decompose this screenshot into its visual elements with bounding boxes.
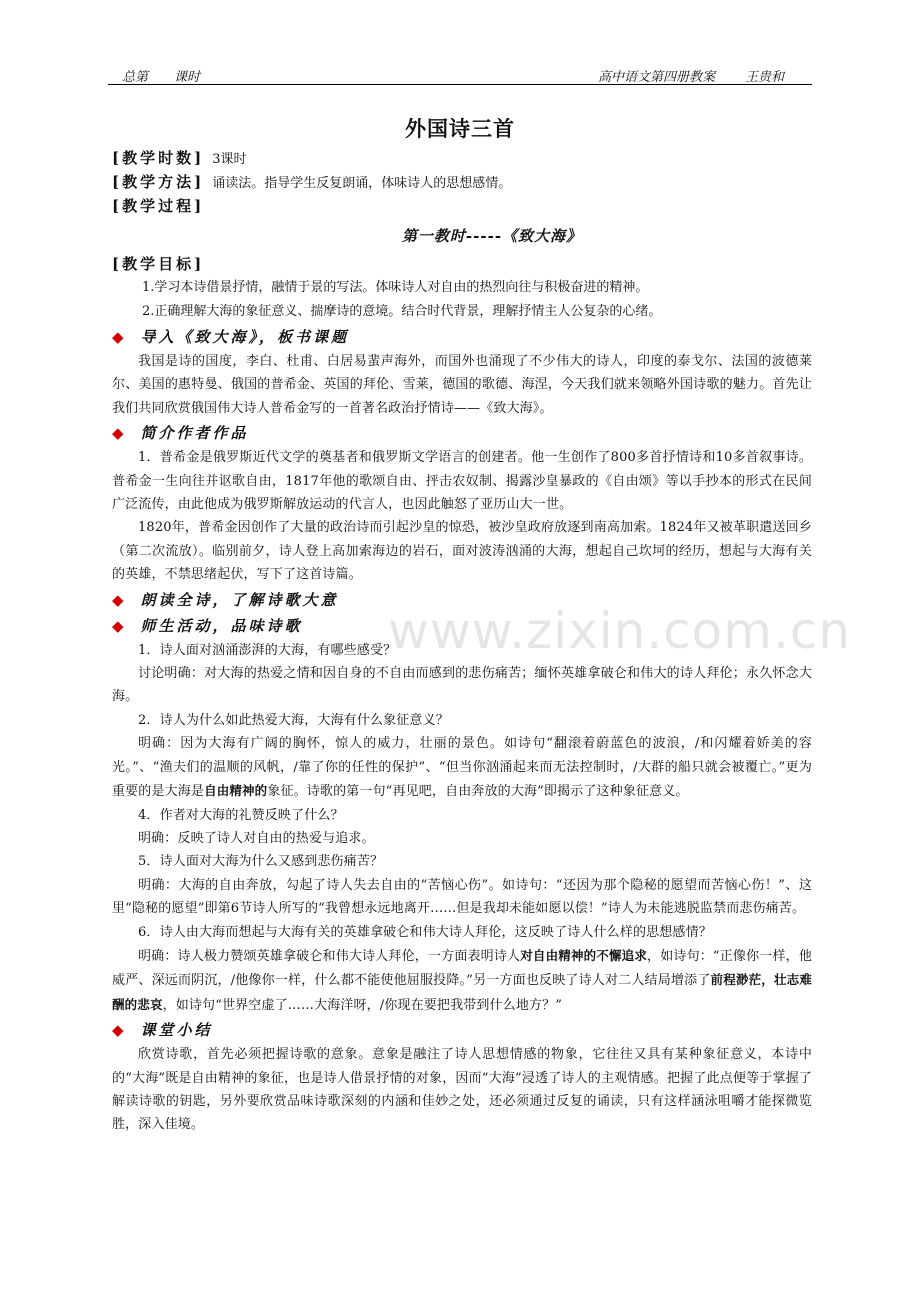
answer-6 <box>112 944 812 1017</box>
meta-process <box>112 194 812 218</box>
section-title: 师生活动，品味诗歌 <box>140 616 303 635</box>
header-right <box>568 66 784 85</box>
header-left <box>122 66 226 85</box>
goals-heading <box>112 252 812 276</box>
answer-2 <box>112 732 812 803</box>
answer-6-text: ，如诗句：“正像你一样，他威严、深远而阴沉，/他像你一样，什么都不能使他屈服投降。”另一方面也反映了诗人对二人结局增添了 <box>112 948 812 989</box>
header-total: 总第 <box>122 70 149 85</box>
goal-item: 1.学习本诗借景抒情，融情于景的写法。体味诗人对自由的热烈向往与积极奋进的精神。 <box>142 280 649 295</box>
page-title: 外国诗三首 <box>405 117 515 141</box>
question-1: 1．诗人面对汹涌澎湃的大海，有哪些感受？ <box>138 642 397 658</box>
section-heading-activity <box>112 613 812 639</box>
header-lesson: 课时 <box>174 70 201 85</box>
lesson-title: 第一教时-----《致大海》 <box>401 227 583 245</box>
answer-2-text: 明确：因为大海有广阔的胸怀，惊人的威力，壮丽的景色。如诗句“翻滚着蔚蓝色的波浪，/和闪耀着娇美的容光。”、“渔夫们的温顺的风帆，/靠了你的任性的保护”、“但当你汹涌起来而无法控制时，/大群的船只就会被覆亡。”更为重要的是大海是 <box>112 736 812 800</box>
page-header <box>108 64 812 85</box>
section-heading-reading <box>112 587 812 613</box>
section-title: 简介作者作品 <box>140 424 249 443</box>
diamond-bullet-icon: ◆ <box>112 424 127 443</box>
answer-6-emphasis: 对自由精神的不懈追求 <box>520 947 648 963</box>
answer-6-text: ，如诗句“世界空虚了……大海洋呀，/你现在要把我带到什么地方？” <box>162 997 563 1013</box>
meta-method-label: [教学方法] <box>112 173 205 191</box>
question-2: 2．诗人为什么如此热爱大海，大海有什么象征意义？ <box>138 712 449 728</box>
section-title: 朗读全诗，了解诗歌大意 <box>140 590 339 609</box>
section-title: 导入《致大海》，板书课题 <box>140 328 350 346</box>
paragraph-author-1: 1．普希金是俄罗斯近代文学的奠基者和俄罗斯文学语言的创建者。他一生创作了800多首抒情诗和10多首叙事诗。普希金一生向往并讴歌自由，1817年他的歌颂自由、抨击农奴制、揭露沙皇暴政的《自由颂》等以手抄本的形式在民间广泛流传，由此他成为俄罗斯解放运动的代言人，也因此触怒了亚历山大一世。 <box>112 450 812 513</box>
paragraph-intro: 我国是诗的国度，李白、杜甫、白居易蜚声海外，而国外也涌现了不少伟大的诗人，印度的泰戈尔、法国的波德莱尔、美国的惠特曼、俄国的普希金、英国的拜伦、雪莱，德国的歌德、海涅，今天我们就来领略外国诗歌的魅力。首先让我们共同欣赏俄国伟大诗人普希金写的一首著名政治抒情诗——《致大海》。 <box>112 354 812 416</box>
paragraph-author-2: 1820年，普希金因创作了大量的政治诗而引起沙皇的惊恐，被沙皇政府放逐到南高加索。1824年又被革职遣送回乡（第二次流放）。临别前夕，诗人登上高加索海边的岩石，面对波涛汹涌的大海，想起自己坎坷的经历，想起与大海有关的英雄，不禁思绪起伏，写下了这首诗篇。 <box>112 520 812 583</box>
main-content <box>112 146 812 1137</box>
goal-item: 2.正确理解大海的象征意义、揣摩诗的意境。结合时代背景，理解抒情主人公复杂的心绪。 <box>142 304 662 319</box>
watermark: www.zixin.com.cn <box>388 602 852 660</box>
header-book: 高中语文第四册教案 <box>597 70 715 85</box>
diamond-bullet-icon: ◆ <box>112 590 127 609</box>
question-4: 4．作者对大海的礼赞反映了什么？ <box>138 807 344 823</box>
question-5: 5．诗人面对大海为什么又感到悲伤痛苦？ <box>138 854 384 870</box>
section-title: 课堂小结 <box>140 1021 213 1040</box>
answer-6-text: 明确：诗人极力赞颂英雄拿破仑和伟大诗人拜伦，一方面表明诗人 <box>138 948 521 964</box>
paragraph-summary: 欣赏诗歌，首先必须把握诗歌的意象。意象是融注了诗人思想情感的物象，它往往又具有某种象征意义，本诗中的“大海”既是自由精神的象征，也是诗人借景抒情的对象，因而“大海”浸透了诗人的主观情感。把握了此点便等于掌握了解读诗歌的钥匙，另外要欣赏品味诗歌深刻的内涵和佳妙之处，还必须通过反复的诵读，只有这样涵泳咀嚼才能探微览胜，深入佳境。 <box>112 1047 812 1133</box>
diamond-bullet-icon: ◆ <box>112 616 127 635</box>
answer-5: 明确：大海的自由奔放，勾起了诗人失去自由的“苦恼心伤”。如诗句：“还因为那个隐秘的愿望而苦恼心伤！”、这里“隐秘的愿望”即第6节诗人所写的“我曾想永远地离开……但是我却未能如愿以偿！”诗人为未能逃脱监禁而悲伤痛苦。 <box>112 877 812 917</box>
meta-hours <box>112 146 812 170</box>
goals-label: [教学目标] <box>112 255 205 273</box>
answer-1: 讨论明确：对大海的热爱之情和因自身的不自由而感到的悲伤痛苦；缅怀英雄拿破仑和伟大的诗人拜伦；永久怀念大海。 <box>112 666 812 705</box>
meta-hours-value: 3课时 <box>212 152 247 167</box>
diamond-bullet-icon: ◆ <box>112 1021 127 1040</box>
question-6: 6．诗人由大海而想起与大海有关的英雄拿破仑和伟大诗人拜伦，这反映了诗人什么样的思想感情？ <box>138 924 712 940</box>
section-heading-author <box>112 420 812 446</box>
meta-process-label: [教学过程] <box>112 197 205 215</box>
answer-2-text: 象征。诗歌的第一句“再见吧，自由奔放的大海”即揭示了这种象征意义。 <box>267 784 689 800</box>
section-heading-summary <box>112 1017 812 1043</box>
diamond-bullet-icon: ◆ <box>112 328 127 346</box>
section-heading-intro <box>112 324 812 350</box>
answer-4: 明确：反映了诗人对自由的热爱与追求。 <box>138 830 375 846</box>
answer-2-emphasis: 自由精神的 <box>204 783 268 799</box>
meta-method <box>112 170 812 194</box>
header-author: 王贵和 <box>744 70 784 85</box>
answer-6-emphasis: 前程渺茫，壮志难酬的悲哀 <box>112 972 813 1012</box>
meta-method-value: 诵读法。指导学生反复朗诵，体味诗人的思想感情。 <box>212 176 512 191</box>
meta-hours-label: [教学时数] <box>112 149 205 167</box>
